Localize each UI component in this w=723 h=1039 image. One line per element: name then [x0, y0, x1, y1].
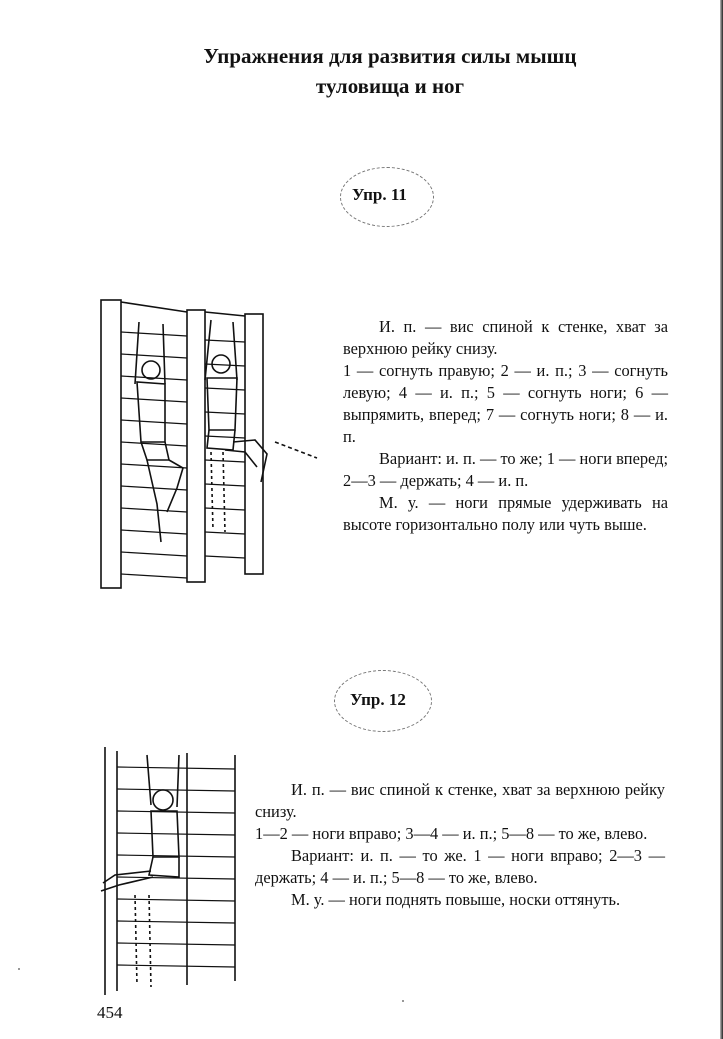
scan-speck — [402, 1000, 404, 1002]
exercise-12-paragraph: 1—2 — ноги вправо; 3—4 — и. п.; 5—8 — то же, влево. — [255, 824, 648, 843]
exercise-12-label-text: Упр. 12 — [350, 690, 406, 709]
exercise-11-label-text: Упр. 11 — [352, 185, 407, 204]
exercise-12-illustration — [95, 745, 255, 1000]
exercise-11-paragraph: М. у. — ноги прямые удерживать на высоте горизонтально полу или чуть выше. — [343, 493, 668, 534]
exercise-11-paragraph: 1 — согнуть правую; 2 — и. п.; 3 — согнуть левую; 4 — и. п.; 5 — согнуть ноги; 6 — выпрямить, вперед; 7 — согнуть ноги; 8 — и. п. — [343, 361, 668, 446]
scan-speck — [18, 968, 20, 970]
exercise-11-paragraph: И. п. — вис спиной к стенке, хват за верхнюю рейку снизу. — [343, 317, 668, 358]
exercise-11-text — [343, 316, 668, 536]
exercise-12-paragraph: Вариант: и. п. — то же. 1 — ноги вправо; 2—3 — держать; 4 — и. п.; 5—8 — то же, влево. — [255, 846, 665, 887]
exercise-12-text — [255, 779, 665, 911]
page-title-line1: Упражнения для развития силы мышц — [203, 44, 577, 68]
exercise-12-label — [350, 690, 406, 710]
exercise-11-paragraph: Вариант: и. п. — то же; 1 — ноги вперед; 2—3 — держать; 4 — и. п. — [343, 449, 669, 490]
exercise-11-label — [352, 185, 407, 205]
exercise-12-paragraph: М. у. — ноги поднять повыше, носки оттянуть. — [291, 890, 621, 909]
exercise-12-paragraph: И. п. — вис спиной к стенке, хват за верхнюю рейку снизу. — [255, 780, 665, 821]
page-title-line2: туловища и ног — [315, 74, 465, 98]
exercise-11-illustration — [95, 292, 325, 597]
page-number: 454 — [97, 1003, 123, 1022]
